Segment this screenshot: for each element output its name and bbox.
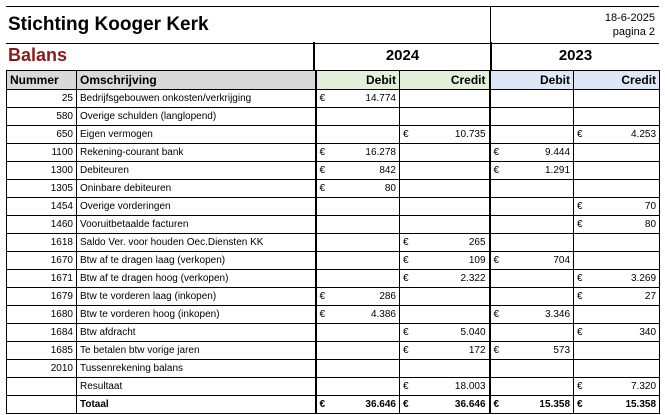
debit-2024-currency: € xyxy=(316,306,330,324)
credit-2024-currency: € xyxy=(400,324,414,342)
credit-2023-currency xyxy=(574,162,588,180)
credit-2024-currency xyxy=(400,180,414,198)
table-body xyxy=(7,90,660,414)
report-date: 18-6-2025 xyxy=(604,12,655,24)
debit-2023-currency: € xyxy=(490,252,504,270)
table-row xyxy=(7,360,660,378)
account-number: 580 xyxy=(7,108,77,126)
credit-2023-currency: € xyxy=(574,216,588,234)
table-row xyxy=(7,324,660,342)
debit-2024-currency xyxy=(316,324,330,342)
credit-2024-currency xyxy=(400,216,414,234)
col-debit-2024: Debit xyxy=(316,71,400,90)
credit-2024-amount xyxy=(414,216,490,234)
credit-2024-amount xyxy=(414,162,490,180)
debit-2023-amount xyxy=(504,324,574,342)
account-description: Resultaat xyxy=(77,378,316,396)
credit-2024-currency: € xyxy=(400,126,414,144)
account-number: 1100 xyxy=(7,144,77,162)
credit-2023-amount xyxy=(588,360,660,378)
debit-2023-amount xyxy=(504,270,574,288)
debit-2024-currency: € xyxy=(316,288,330,306)
debit-2024-currency: € xyxy=(316,90,330,108)
debit-2024-amount xyxy=(330,270,400,288)
account-description: Totaal xyxy=(77,396,316,414)
debit-2024-currency xyxy=(316,126,330,144)
credit-2024-amount: 36.646 xyxy=(414,396,490,414)
debit-2023-currency: € xyxy=(490,396,504,414)
credit-2023-currency xyxy=(574,234,588,252)
credit-2023-amount: 7.320 xyxy=(588,378,660,396)
debit-2024-amount xyxy=(330,126,400,144)
credit-2024-amount: 10.735 xyxy=(414,126,490,144)
credit-2024-currency: € xyxy=(400,396,414,414)
credit-2024-currency: € xyxy=(400,270,414,288)
credit-2024-currency xyxy=(400,108,414,126)
credit-2023-currency: € xyxy=(574,396,588,414)
account-number: 650 xyxy=(7,126,77,144)
debit-2024-amount: 16.278 xyxy=(330,144,400,162)
account-number xyxy=(7,396,77,414)
table-row xyxy=(7,108,660,126)
account-number: 25 xyxy=(7,90,77,108)
credit-2024-currency xyxy=(400,198,414,216)
credit-2024-amount xyxy=(414,360,490,378)
credit-2024-currency xyxy=(400,144,414,162)
debit-2023-currency xyxy=(490,198,504,216)
debit-2023-amount xyxy=(504,180,574,198)
debit-2023-amount xyxy=(504,378,574,396)
debit-2024-amount: 4.386 xyxy=(330,306,400,324)
debit-2024-amount xyxy=(330,108,400,126)
table-row xyxy=(7,216,660,234)
debit-2023-currency xyxy=(490,90,504,108)
credit-2023-currency xyxy=(574,90,588,108)
credit-2024-amount: 265 xyxy=(414,234,490,252)
debit-2024-amount xyxy=(330,324,400,342)
debit-2023-currency xyxy=(490,216,504,234)
title-row xyxy=(6,6,659,44)
debit-2023-amount xyxy=(504,108,574,126)
debit-2024-currency xyxy=(316,216,330,234)
credit-2023-currency xyxy=(574,108,588,126)
account-description: Debiteuren xyxy=(77,162,316,180)
credit-2024-currency xyxy=(400,288,414,306)
column-header-row xyxy=(7,71,660,90)
organization-title: Stichting Kooger Kerk xyxy=(8,14,209,35)
page-number: pagina 2 xyxy=(612,26,655,38)
debit-2023-amount xyxy=(504,360,574,378)
credit-2023-currency xyxy=(574,180,588,198)
credit-2024-amount xyxy=(414,144,490,162)
table-row xyxy=(7,126,660,144)
debit-2024-currency: € xyxy=(316,396,330,414)
debit-2023-amount xyxy=(504,234,574,252)
debit-2023-currency: € xyxy=(490,144,504,162)
account-number xyxy=(7,378,77,396)
credit-2023-amount xyxy=(588,342,660,360)
credit-2023-amount xyxy=(588,234,660,252)
credit-2024-amount xyxy=(414,306,490,324)
debit-2023-currency xyxy=(490,288,504,306)
debit-2023-currency xyxy=(490,126,504,144)
account-number: 1671 xyxy=(7,270,77,288)
debit-2024-amount: 36.646 xyxy=(330,396,400,414)
credit-2023-currency: € xyxy=(574,378,588,396)
credit-2024-currency xyxy=(400,306,414,324)
account-number: 1670 xyxy=(7,252,77,270)
table-row xyxy=(7,342,660,360)
debit-2024-amount xyxy=(330,216,400,234)
debit-2024-currency: € xyxy=(316,162,330,180)
credit-2024-amount: 172 xyxy=(414,342,490,360)
header-meta xyxy=(605,11,655,39)
debit-2024-amount xyxy=(330,234,400,252)
debit-2024-amount xyxy=(330,342,400,360)
account-description: Oninbare debiteuren xyxy=(77,180,316,198)
debit-2023-amount xyxy=(504,126,574,144)
col-credit-2024: Credit xyxy=(400,71,490,90)
table-row xyxy=(7,270,660,288)
credit-2023-currency xyxy=(574,342,588,360)
table-row xyxy=(7,144,660,162)
account-number: 1454 xyxy=(7,198,77,216)
credit-2024-amount: 18.003 xyxy=(414,378,490,396)
col-credit-2023: Credit xyxy=(574,71,660,90)
debit-2023-amount: 1.291 xyxy=(504,162,574,180)
debit-2023-amount: 15.358 xyxy=(504,396,574,414)
credit-2023-currency: € xyxy=(574,270,588,288)
account-number: 1685 xyxy=(7,342,77,360)
debit-2023-currency xyxy=(490,180,504,198)
debit-2024-amount: 80 xyxy=(330,180,400,198)
debit-2024-currency xyxy=(316,342,330,360)
account-number: 1618 xyxy=(7,234,77,252)
debit-2023-currency xyxy=(490,234,504,252)
credit-2023-amount xyxy=(588,252,660,270)
account-number: 1300 xyxy=(7,162,77,180)
debit-2023-amount: 3.346 xyxy=(504,306,574,324)
table-row xyxy=(7,288,660,306)
credit-2024-currency xyxy=(400,90,414,108)
account-description: Overige vorderingen xyxy=(77,198,316,216)
account-description: Eigen vermogen xyxy=(77,126,316,144)
account-number: 1680 xyxy=(7,306,77,324)
debit-2024-currency xyxy=(316,198,330,216)
account-number: 1679 xyxy=(7,288,77,306)
balance-table xyxy=(6,70,660,414)
debit-2023-currency xyxy=(490,324,504,342)
debit-2024-currency xyxy=(316,108,330,126)
credit-2024-currency: € xyxy=(400,378,414,396)
debit-2023-amount xyxy=(504,288,574,306)
credit-2023-currency xyxy=(574,144,588,162)
credit-2023-amount: 3.269 xyxy=(588,270,660,288)
account-description: Btw af te dragen laag (verkopen) xyxy=(77,252,316,270)
credit-2023-amount: 80 xyxy=(588,216,660,234)
account-description: Btw te vorderen laag (inkopen) xyxy=(77,288,316,306)
table-row xyxy=(7,234,660,252)
year-current-heading: 2024 xyxy=(385,47,420,64)
credit-2024-amount xyxy=(414,198,490,216)
section-row xyxy=(6,42,659,71)
debit-2023-currency xyxy=(490,378,504,396)
table-row xyxy=(7,180,660,198)
credit-2023-amount: 70 xyxy=(588,198,660,216)
debit-2023-currency xyxy=(490,270,504,288)
table-row xyxy=(7,162,660,180)
debit-2024-currency xyxy=(316,252,330,270)
col-debit-2023: Debit xyxy=(490,71,574,90)
credit-2023-amount: 15.358 xyxy=(588,396,660,414)
credit-2023-amount: 340 xyxy=(588,324,660,342)
credit-2024-amount xyxy=(414,180,490,198)
debit-2023-amount: 573 xyxy=(504,342,574,360)
credit-2023-currency: € xyxy=(574,126,588,144)
credit-2023-currency xyxy=(574,252,588,270)
account-description: Saldo Ver. voor houden Oec.Diensten KK xyxy=(77,234,316,252)
credit-2024-amount xyxy=(414,108,490,126)
account-description: Btw afdracht xyxy=(77,324,316,342)
credit-2023-amount xyxy=(588,162,660,180)
account-description: Vooruitbetaalde facturen xyxy=(77,216,316,234)
account-description: Rekening-courant bank xyxy=(77,144,316,162)
debit-2024-currency: € xyxy=(316,144,330,162)
credit-2024-currency: € xyxy=(400,252,414,270)
credit-2024-amount xyxy=(414,288,490,306)
debit-2023-amount xyxy=(504,90,574,108)
debit-2023-currency: € xyxy=(490,306,504,324)
col-omschrijving: Omschrijving xyxy=(77,71,316,90)
debit-2024-currency: € xyxy=(316,180,330,198)
credit-2024-currency xyxy=(400,360,414,378)
debit-2023-currency xyxy=(490,108,504,126)
year-previous-heading: 2023 xyxy=(558,47,593,64)
debit-2024-currency xyxy=(316,378,330,396)
debit-2023-amount: 704 xyxy=(504,252,574,270)
credit-2023-amount xyxy=(588,108,660,126)
account-number: 2010 xyxy=(7,360,77,378)
debit-2023-amount xyxy=(504,198,574,216)
result-row xyxy=(7,378,660,396)
account-number: 1305 xyxy=(7,180,77,198)
debit-2024-amount xyxy=(330,198,400,216)
credit-2023-amount xyxy=(588,90,660,108)
table-row xyxy=(7,252,660,270)
debit-2023-amount: 9.444 xyxy=(504,144,574,162)
account-description: Te betalen btw vorige jaren xyxy=(77,342,316,360)
account-description: Bedrijfsgebouwen onkosten/verkrijging xyxy=(77,90,316,108)
debit-2023-amount xyxy=(504,216,574,234)
debit-2024-currency xyxy=(316,270,330,288)
table-row xyxy=(7,90,660,108)
title-divider xyxy=(490,7,491,43)
section-title: Balans xyxy=(8,45,68,65)
account-description: Overige schulden (langlopend) xyxy=(77,108,316,126)
debit-2024-amount xyxy=(330,378,400,396)
account-number: 1684 xyxy=(7,324,77,342)
credit-2023-currency: € xyxy=(574,198,588,216)
credit-2023-currency: € xyxy=(574,324,588,342)
account-description: Btw te vorderen hoog (inkopen) xyxy=(77,306,316,324)
debit-2024-amount xyxy=(330,252,400,270)
account-number: 1460 xyxy=(7,216,77,234)
debit-2023-currency: € xyxy=(490,342,504,360)
credit-2024-amount: 5.040 xyxy=(414,324,490,342)
credit-2023-currency xyxy=(574,306,588,324)
credit-2023-amount: 4.253 xyxy=(588,126,660,144)
credit-2023-amount xyxy=(588,306,660,324)
debit-2023-currency xyxy=(490,360,504,378)
credit-2024-currency xyxy=(400,162,414,180)
credit-2023-amount xyxy=(588,144,660,162)
debit-2023-currency: € xyxy=(490,162,504,180)
credit-2024-amount: 2.322 xyxy=(414,270,490,288)
credit-2024-amount xyxy=(414,90,490,108)
total-row xyxy=(7,396,660,414)
credit-2023-amount xyxy=(588,180,660,198)
debit-2024-amount: 14.774 xyxy=(330,90,400,108)
debit-2024-currency xyxy=(316,234,330,252)
table-row xyxy=(7,198,660,216)
credit-2024-currency: € xyxy=(400,342,414,360)
debit-2024-amount xyxy=(330,360,400,378)
account-description: Tussenrekening balans xyxy=(77,360,316,378)
table-row xyxy=(7,306,660,324)
debit-2024-currency xyxy=(316,360,330,378)
account-description: Btw af te dragen hoog (verkopen) xyxy=(77,270,316,288)
credit-2024-amount: 109 xyxy=(414,252,490,270)
debit-2024-amount: 286 xyxy=(330,288,400,306)
credit-2023-currency xyxy=(574,360,588,378)
credit-2023-currency: € xyxy=(574,288,588,306)
col-nummer: Nummer xyxy=(7,71,77,90)
debit-2024-amount: 842 xyxy=(330,162,400,180)
credit-2024-currency: € xyxy=(400,234,414,252)
credit-2023-amount: 27 xyxy=(588,288,660,306)
